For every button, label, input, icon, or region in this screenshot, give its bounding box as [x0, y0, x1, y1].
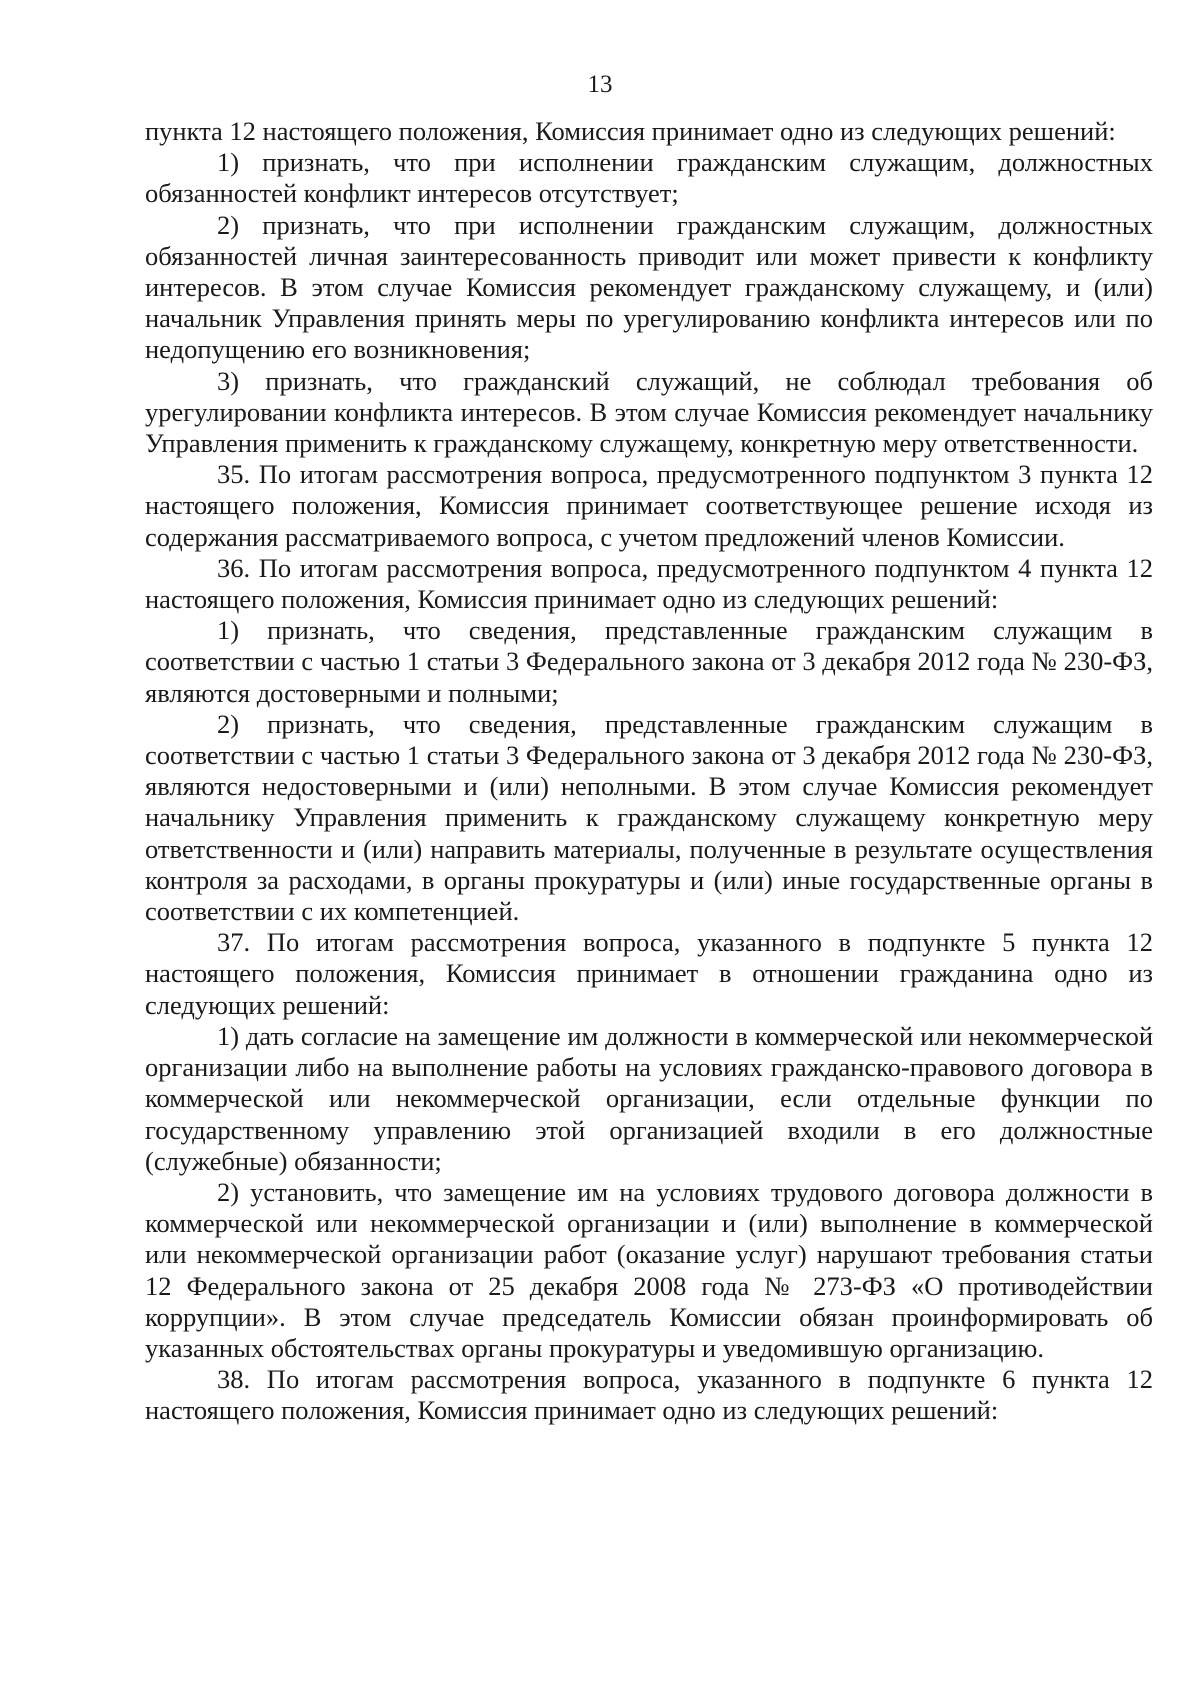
paragraph: пункта 12 настоящего положения, Комиссия принимает одно из следующих решений: [145, 116, 1116, 146]
paragraph: 1) признать, что сведения, представленные гражданским служащим в соответствии с частью 1 статьи 3 Федерального закона от 3 декабря 2012 года № 230-ФЗ, являются достоверными и полными; [145, 615, 1153, 708]
paragraph: 2) признать, что при исполнении гражданским служащим, должностных обязанностей личная заинтересованность приводит или может привести к конфликту интересов. В этом случае Комиссия рекомендует гражданскому служащему, и (или) начальник Управления принять меры по урегулированию конфликта интересов или по недопущению его возникновения; [145, 209, 1153, 365]
paragraph: 2) признать, что сведения, представленные гражданским служащим в соответствии с частью 1 статьи 3 Федерального закона от 3 декабря 2012 года № 230-ФЗ, являются недостоверными и (или) неполными. В этом случае Комиссия рекомендует начальнику Управления применить к гражданскому служащему конкретную меру ответственности и (или) направить материалы, полученные в результате осуществления контроля за расходами, в органы прокуратуры и (или) иные государственные органы в соответствии с их компетенцией. [145, 708, 1153, 927]
paragraph: 1) дать согласие на замещение им должности в коммерческой или некоммерческой организации либо на выполнение работы на условиях гражданско-правового договора в коммерческой или некоммерческой организации, если отдельные функции по государственному управлению этой организацией входили в его должностные (служебные) обязанности; [145, 1020, 1153, 1176]
paragraph: 2) установить, что замещение им на условиях трудового договора должности в коммерческой или некоммерческой организации и (или) выполнение в коммерческой или некоммерческой организации работ (оказание услуг) нарушают требования статьи 12 Федерального закона от 25 декабря 2008 года № 273-ФЗ «О противодействии коррупции». В этом случае председатель Комиссии обязан проинформировать об указанных обстоятельствах органы прокуратуры и уведомившую организацию. [145, 1176, 1153, 1363]
paragraph: 36. По итогам рассмотрения вопроса, предусмотренного подпунктом 4 пункта 12 настоящего положения, Комиссия принимает одно из следующих решений: [145, 552, 1153, 615]
paragraph: 3) признать, что гражданский служащий, не соблюдал требования об урегулировании конфликта интересов. В этом случае Комиссия рекомендует начальнику Управления применить к гражданскому служащему, конкретную меру ответственности. [145, 365, 1153, 459]
paragraph: 37. По итогам рассмотрения вопроса, указанного в подпункте 5 пункта 12 настоящего положения, Комиссия принимает в отношении гражданина одно из следующих решений: [145, 927, 1153, 1020]
paragraph: 1) признать, что при исполнении гражданским служащим, должностных обязанностей конфликт интересов отсутствует; [145, 147, 1153, 209]
paragraph: 38. По итогам рассмотрения вопроса, указанного в подпункте 6 пункта 12 настоящего положения, Комиссия принимает одно из следующих решений: [145, 1364, 1153, 1426]
document-body [145, 116, 1153, 1427]
paragraph: 35. По итогам рассмотрения вопроса, предусмотренного подпунктом 3 пункта 12 настоящего положения, Комиссия принимает соответствующее решение исходя из содержания рассматриваемого вопроса, с учетом предложений членов Комиссии. [145, 459, 1153, 552]
page-number: 13 [587, 71, 613, 98]
